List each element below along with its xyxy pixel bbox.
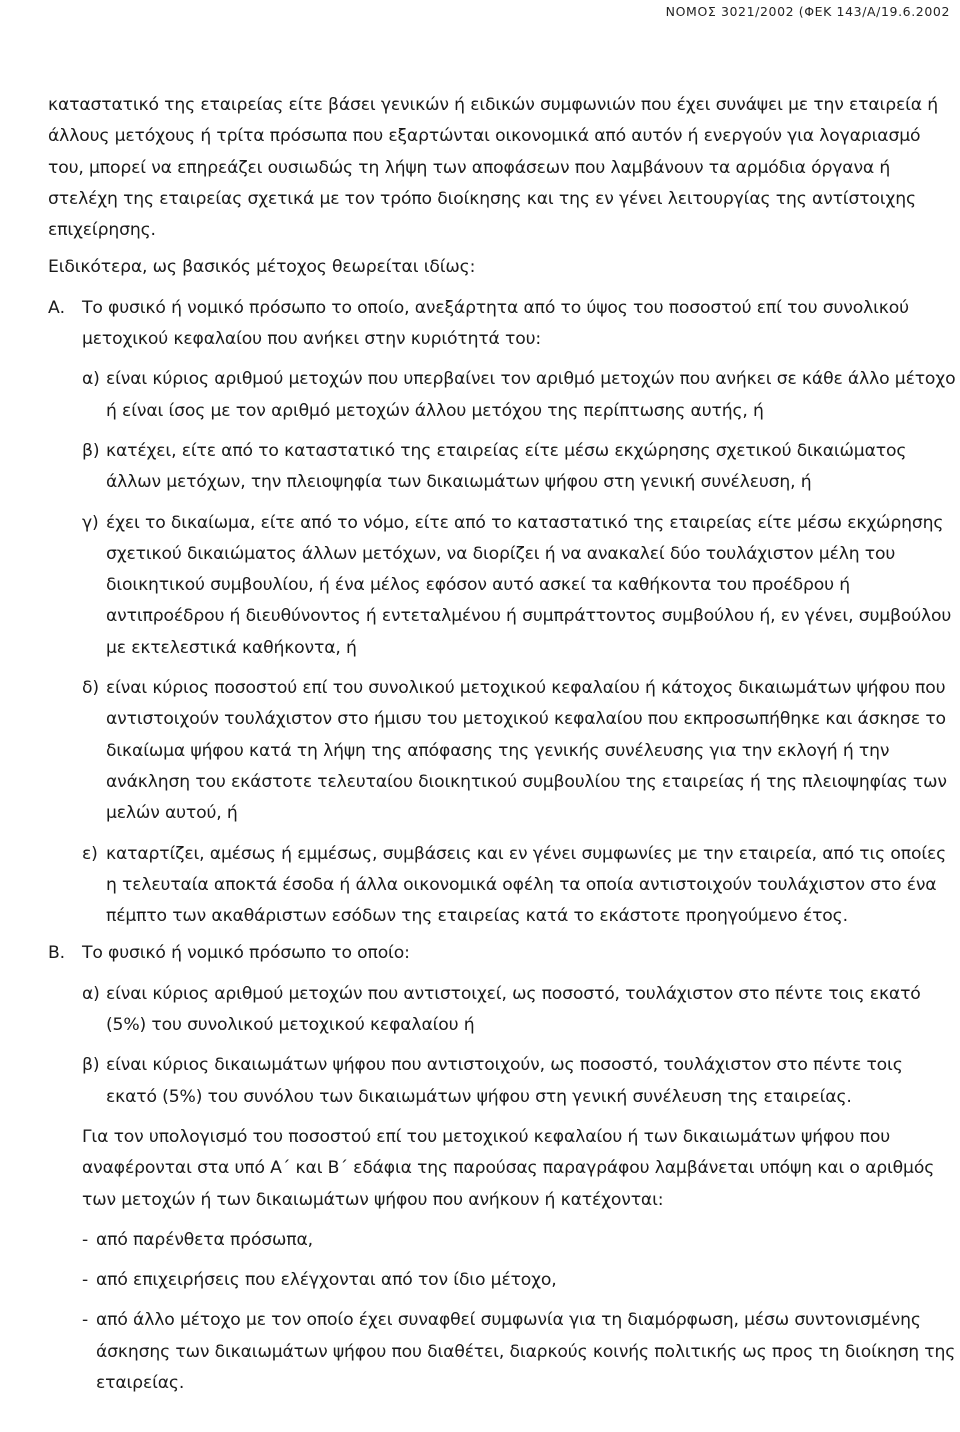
list-item-text: είναι κύριος ποσοστού επί του συνολικού μετοχικού κεφαλαίου ή κάτοχος δικαιωμάτων ψήφου που αντιστοιχούν τουλάχιστον στο ήμισυ του μετοχικού κεφαλαίου που εκπροσωπήθηκε και άσκησε το δικαίωμα ψήφου κατά τη λήψη της απόφασης της γενικής συνέλευσης για την εκλογή ή την ανάκληση του εκάστοτε τελευταίου διοικητικού συμβουλίου της εταιρείας ή της πλειοψηφίας των μελών αυτού, ή (106, 678, 947, 824)
dash-text: από παρένθετα πρόσωπα, (96, 1229, 313, 1250)
list-item-marker: α) (82, 369, 100, 390)
dash-marker: - (82, 1310, 89, 1331)
document-body (48, 90, 956, 1399)
list-item (48, 364, 956, 427)
list-item (48, 508, 956, 664)
lead-sentence: Ειδικότερα, ως βασικός μέτοχος θεωρείται ιδίως: (48, 257, 476, 278)
intro-paragraph: καταστατικό της εταιρείας είτε βάσει γενικών ή ειδικών συμφωνιών που έχει συνάψει με την εταιρεία ή άλλους μετόχους ή τρίτα πρόσωπα που εξαρτώνται οικονομικά από αυτόν ή ενεργούν για λογαριασμό του, μπορεί να επηρεάζει ουσιωδώς τη λήψη των αποφάσεων που λαμβάνουν τα αρμόδια όργανα ή στελέχη της εταιρείας σχετικά με τον τρόπο διοίκησης και της εν γένει λειτουργίας της αντίστοιχης επιχείρησης. (48, 95, 939, 241)
dash-text: από επιχειρήσεις που ελέγχονται από τον ίδιο μέτοχο, (96, 1270, 557, 1291)
list-item-marker: δ) (82, 678, 99, 699)
list-item-marker: β) (82, 440, 100, 461)
closing-paragraph: Για τον υπολογισμό του ποσοστού επί του μετοχικού κεφαλαίου ή των δικαιωμάτων ψήφου που αναφέρονται στα υπό Α΄ και Β΄ εδάφια της παρούσας παραγράφου λαμβάνεται υπόψη και ο αριθμός των μετοχών ή των δικαιωμάτων ψήφου που ανήκουν ή κατέχονται: (82, 1126, 935, 1210)
dash-item (48, 1225, 956, 1256)
dash-item (48, 1305, 956, 1399)
list-item-text: είναι κύριος δικαιωμάτων ψήφου που αντιστοιχούν, ως ποσοστό, τουλάχιστον στο πέντε τοις εκατό (5%) του συνόλου των δικαιωμάτων ψήφου στη γενική συνέλευση της εταιρείας. (106, 1055, 903, 1107)
section-b-text: Το φυσικό ή νομικό πρόσωπο το οποίο: (82, 943, 410, 964)
dash-marker: - (82, 1270, 89, 1291)
list-item (48, 839, 956, 933)
list-item-marker: β) (82, 1055, 100, 1076)
list-item-marker: γ) (82, 512, 99, 533)
section-b-marker: Β. (48, 943, 65, 964)
list-item-marker: α) (82, 983, 100, 1004)
list-item-text: κατέχει, είτε από το καταστατικό της εταιρείας είτε μέσω εκχώρησης σχετικού δικαιώματος άλλων μετόχων, την πλειοψηφία των δικαιωμάτων ψήφου στη γενική συνέλευση, ή (106, 440, 907, 493)
list-item (48, 436, 956, 499)
dash-text: από άλλο μέτοχο με τον οποίο έχει συναφθεί συμφωνία για τη διαμόρφωση, μέσω συντονισμένης άσκησης των δικαιωμάτων ψήφου που διαθέτει, διαρκούς κοινής πολιτικής ως προς τη διοίκηση της εταιρείας. (96, 1310, 956, 1393)
list-item-marker: ε) (82, 843, 98, 864)
dash-marker: - (82, 1229, 89, 1250)
section-a-marker: Α. (48, 297, 65, 318)
list-item-text: καταρτίζει, αμέσως ή εμμέσως, συμβάσεις και εν γένει συμφωνίες με την εταιρεία, από τις οποίες η τελευταία αποκτά έσοδα ή άλλα οικονομικά οφέλη τα οποία αντιστοιχούν τουλάχιστον στο ένα πέμπτο των ακαθάριστων εσόδων της εταιρείας κατά το εκάστοτε προηγούμενο έτος. (106, 843, 947, 927)
section-b (48, 938, 956, 969)
list-item-text: είναι κύριος αριθμού μετοχών που υπερβαίνει τον αριθμό μετοχών που ανήκει σε κάθε άλλο μέτοχο ή είναι ίσος με τον αριθμό μετοχών άλλου μετόχου της περίπτωσης αυτής, ή (106, 369, 956, 421)
section-a (48, 293, 956, 356)
running-header: ΝΟΜΟΣ 3021/2002 (ΦΕΚ 143/Α/19.6.2002 (665, 4, 950, 19)
list-item (48, 1050, 956, 1113)
dash-item (48, 1265, 956, 1296)
list-item-text: έχει το δικαίωμα, είτε από το νόμο, είτε από το καταστατικό της εταιρείας είτε μέσω εκχώρησης σχετικού δικαιώματος άλλων μετόχων, να διορίζει ή να ανακαλεί δύο τουλάχιστον μέλη του διοικητικού συμβουλίου, ή ένα μέλος εφόσον αυτό ασκεί τα καθήκοντα του προέδρου ή αντιπροέδρου ή διευθύνοντος ή εντεταλμένου ή συμπράττοντος συμβούλου ή, εν γένει, συμβούλου με εκτελεστικά καθήκοντα, ή (106, 512, 952, 658)
section-a-text: Το φυσικό ή νομικό πρόσωπο το οποίο, ανεξάρτητα από το ύψος του ποσοστού επί του συνολικού μετοχικού κεφαλαίου που ανήκει στην κυριότητά του: (82, 297, 909, 350)
list-item (48, 979, 956, 1042)
list-item (48, 673, 956, 829)
list-item-text: είναι κύριος αριθμού μετοχών που αντιστοιχεί, ως ποσοστό, τουλάχιστον στο πέντε τοις εκατό (5%) του συνολικού μετοχικού κεφαλαίου ή (106, 983, 921, 1036)
